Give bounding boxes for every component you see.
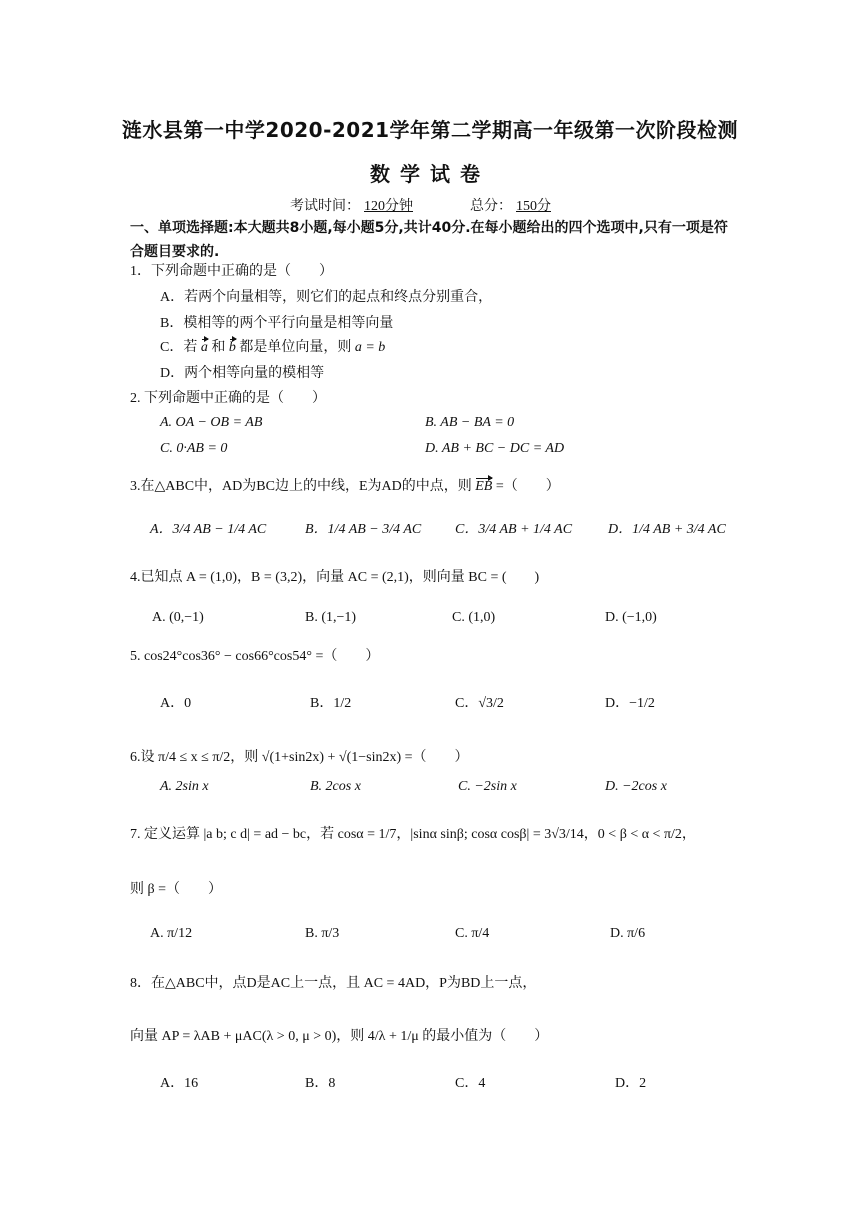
q6-stem: 6.设 π/4 ≤ x ≤ π/2，则 √(1+sin2x) + √(1−sin2x) =（ ）	[130, 750, 469, 765]
q4-option-b: B. (1,−1)	[305, 610, 357, 625]
q3-option-a: A．3/4 AB − 1/4 AC	[150, 522, 267, 537]
vector-a: a	[200, 340, 208, 355]
q8-stem: 8．在△ABC中，点D是AC上一点，且 AC = 4AD，P为BD上一点，	[130, 976, 537, 991]
score-label: 总分：	[470, 199, 512, 214]
q1-c-equation: a = b	[354, 340, 386, 355]
q7-option-d: D. π/6	[610, 926, 646, 941]
q8-option-b: B．8	[305, 1076, 336, 1091]
q8-stem-2: 向量 AP = λAB + μAC(λ > 0, μ > 0)，则 4/λ + 1/μ 的最小值为（ ）	[130, 1029, 549, 1044]
time-label: 考试时间：	[290, 199, 360, 214]
q6-option-d: D. −2cos x	[605, 779, 667, 794]
exam-score	[470, 195, 555, 215]
q5-option-a: A．0	[160, 696, 192, 711]
q4-option-d: D. (−1,0)	[605, 610, 657, 625]
q7-stem: 7. 定义运算 |a b; c d| = ad − bc，若 cosα = 1/7，|sinα sinβ; cosα cosβ| = 3√3/14，0 < β < α < π/2，	[130, 827, 696, 842]
q2-option-b: B. AB − BA = 0	[425, 415, 515, 430]
exam-subtitle: 数学试卷	[370, 162, 490, 186]
q4-stem: 4.已知点 A = (1,0)，B = (3,2)，向量 AC = (2,1)，则向量 BC = ( )	[130, 570, 540, 585]
q1-option-a: A．若两个向量相等，则它们的起点和终点分别重合，	[160, 290, 493, 305]
q7-option-c: C. π/4	[455, 926, 490, 941]
q8-option-d: D．2	[615, 1076, 647, 1091]
score-value: 150分	[516, 199, 551, 214]
q2-option-d: D. AB + BC − DC = AD	[425, 441, 565, 456]
exam-title: 涟水县第一中学2020-2021学年第二学期高一年级第一次阶段检测	[121, 118, 739, 142]
q1-c-and: 和	[207, 340, 229, 355]
q5-option-d: D．−1/2	[605, 696, 655, 711]
q3-option-d: D．1/4 AB + 3/4 AC	[608, 522, 726, 537]
q2-option-c: C. 0·AB = 0	[160, 441, 228, 456]
q3-option-b: B．1/4 AB − 3/4 AC	[305, 522, 422, 537]
exam-time	[290, 195, 417, 215]
q1-option-b: B．模相等的两个平行向量是相等向量	[160, 316, 394, 331]
time-value: 120分钟	[364, 199, 413, 214]
q7-option-b: B. π/3	[305, 926, 340, 941]
vector-b: b	[228, 340, 236, 355]
q7-option-a: A. π/12	[150, 926, 193, 941]
vector-eb: EB	[475, 479, 493, 494]
q5-option-b: B．1/2	[310, 696, 352, 711]
q5-option-c: C．√3/2	[455, 696, 504, 711]
q6-option-c: C. −2sin x	[458, 779, 517, 794]
q3-stem-suffix: =（ ）	[492, 479, 560, 494]
q4-option-a: A. (0,−1)	[152, 610, 204, 625]
q8-option-c: C．4	[455, 1076, 486, 1091]
q5-stem: 5. cos24°cos36° − cos66°cos54° =（ ）	[130, 649, 380, 664]
q1-stem: 1．下列命题中正确的是（ ）	[130, 264, 333, 279]
q1-c-prefix: C．若	[160, 340, 198, 355]
q4-option-c: C. (1,0)	[452, 610, 496, 625]
q6-option-a: A. 2sin x	[160, 779, 209, 794]
q2-option-a: A. OA − OB = AB	[160, 415, 263, 430]
q8-option-a: A．16	[160, 1076, 199, 1091]
q6-option-b: B. 2cos x	[310, 779, 361, 794]
q2-stem: 2. 下列命题中正确的是（ ）	[130, 391, 326, 406]
q3-option-c: C．3/4 AB + 1/4 AC	[455, 522, 573, 537]
section-heading: 一、单项选择题:本大题共8小题,每小题5分,共计40分.在每小题给出的四个选项中,只有一项是符合题目要求的.	[130, 220, 728, 260]
q3-stem-prefix: 3.在△ABC中，AD为BC边上的中线，E为AD的中点，则	[130, 479, 472, 494]
q7-stem-2: 则 β =（ ）	[130, 882, 223, 897]
q1-option-d: D．两个相等向量的模相等	[160, 366, 325, 381]
q3-stem	[130, 475, 560, 495]
q1-c-mid: 都是单位向量，则	[235, 340, 355, 355]
q1-option-c	[160, 336, 385, 356]
